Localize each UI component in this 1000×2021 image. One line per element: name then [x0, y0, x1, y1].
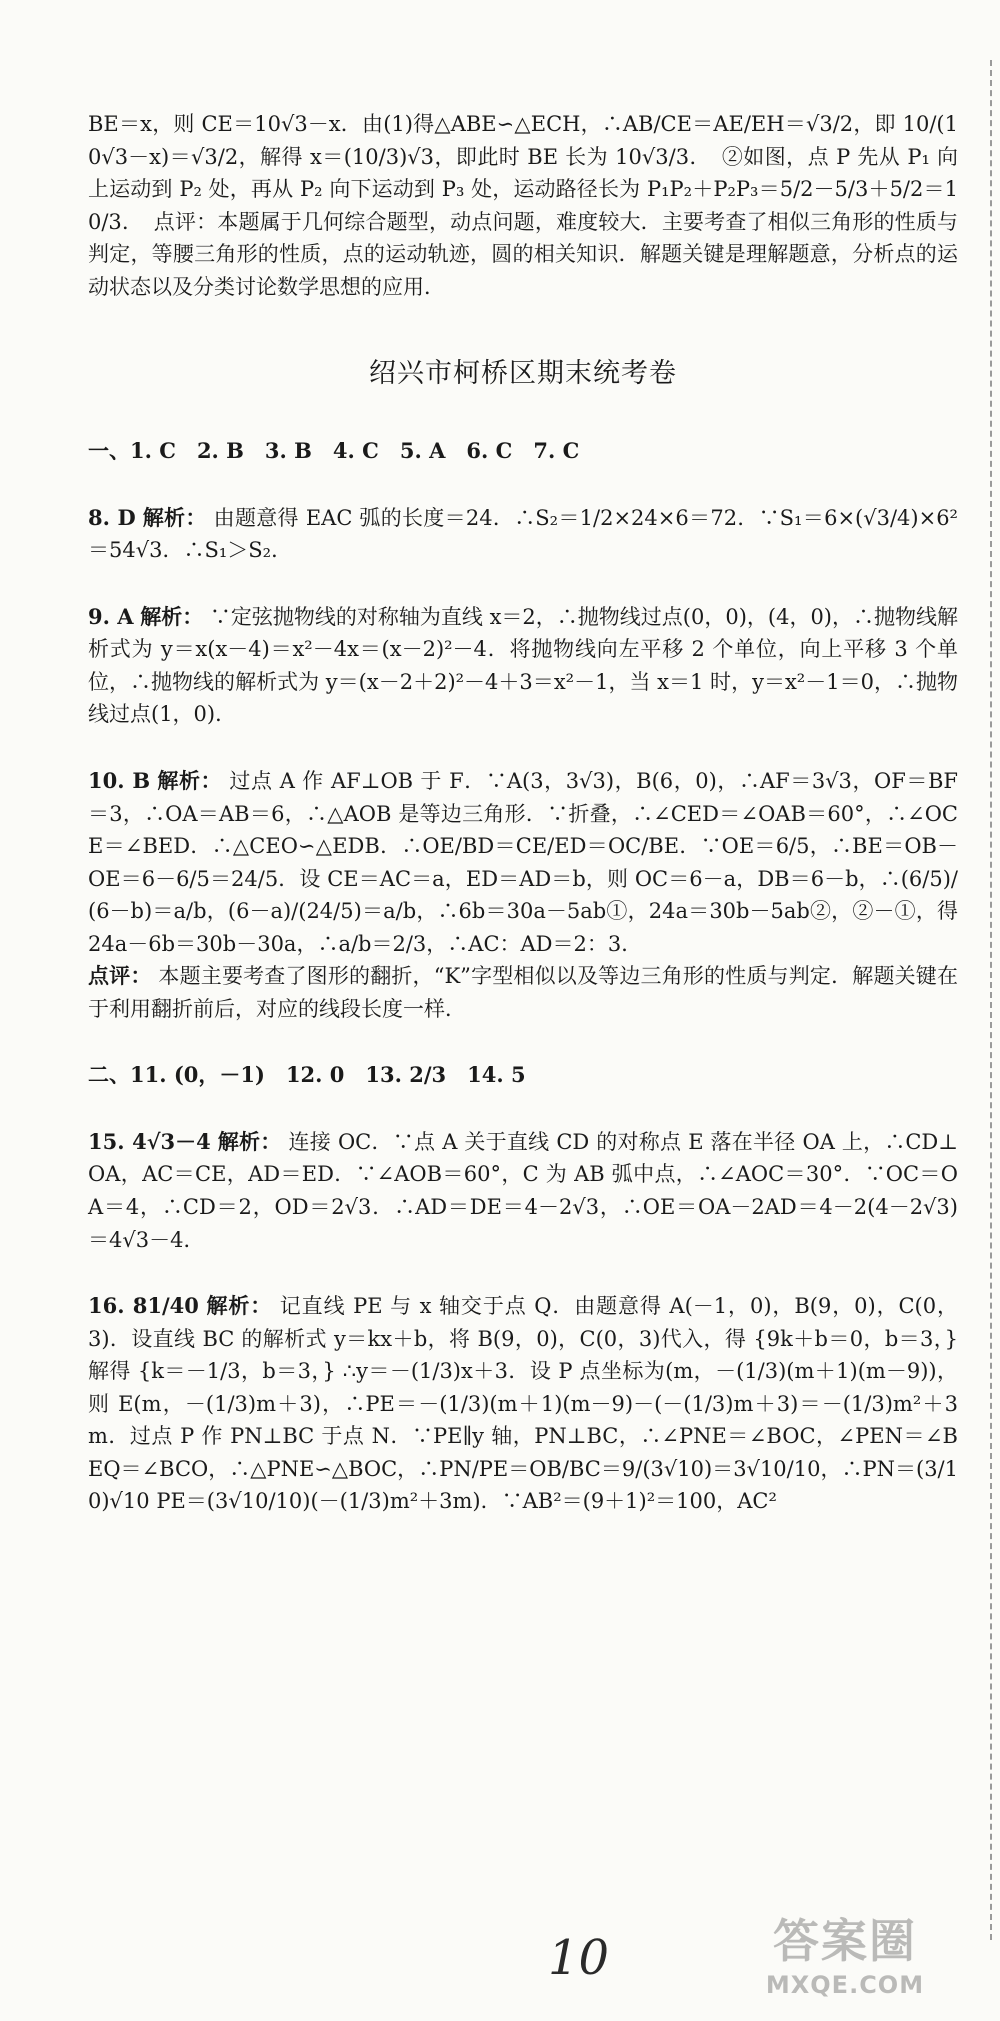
- question-9: [88, 601, 958, 731]
- answer-content: [88, 108, 958, 1552]
- watermark-logo-text: 答案圈: [773, 1914, 917, 1968]
- binding-edge-dashed-line: [990, 60, 992, 1940]
- question-8-text: 由题意得 EAC 弧的长度＝24．∴S₂＝1/2×24×6＝72．∵S₁＝6×(√3/4)×6²＝54√3．∴S₁＞S₂．: [88, 505, 958, 563]
- watermark-url: MXQE.COM: [765, 1971, 925, 1999]
- question-16-tag: 解析：: [206, 1293, 273, 1319]
- fill-answers-11-14: 二、11. (0，－1) 12. 0 13. 2/3 14. 5: [88, 1062, 526, 1088]
- question-16-number: 16. 81/40: [88, 1293, 199, 1319]
- question-8-number: 8. D: [88, 504, 136, 530]
- question-8: [88, 502, 958, 567]
- question-15: [88, 1126, 958, 1256]
- question-16: [88, 1290, 958, 1518]
- question-10-text: 过点 A 作 AF⊥OB 于 F．∵A(3，3√3)，B(6，0)，∴AF＝3√3，OF＝BF＝3，∴OA＝AB＝6，∴△AOB 是等边三角形．∵折叠，∴∠CED＝∠OAB＝60°，∴∠OCE＝∠BED．∴△CEO∽△EDB．∴OE/BD＝CE/ED＝OC/BE．∵OE＝6/5，∴BE＝OB－OE＝6－6/5＝24/5．设 CE＝AC＝a，ED＝AD＝b，则 OC＝6－a，DB＝6－b，∴(6/5)/(6－b)＝a/b，(6－a)/(24/5)＝a/b，∴6b＝30a－5ab①，24a＝30b－5ab②，②－①，得 24a－6b＝30b－30a，∴a/b＝2/3，∴AC：AD＝2：3．: [88, 768, 958, 956]
- question-10-tag: 解析：: [157, 767, 223, 793]
- question-15-tag: 解析：: [217, 1128, 282, 1154]
- question-15-number: 15. 4√3－4: [88, 1128, 211, 1154]
- question-10: [88, 765, 958, 1025]
- question-9-tag: 解析：: [140, 603, 204, 629]
- intro-paragraph: BE＝x，则 CE＝10√3－x．由(1)得△ABE∽△ECH，∴AB/CE＝AE/EH＝√3/2，即 10/(10√3－x)＝√3/2，解得 x＝(10/3)√3，即此时 BE 长为 10√3/3． ②如图，点 P 先从 P₁ 向上运动到 P₂ 处，再从 P₂ 向下运动到 P₃ 处，运动路径长为 P₁P₂＋P₂P₃＝5/2－5/3＋5/2＝10/3． 点评：本题属于几何综合题型，动点问题，难度较大．主要考查了相似三角形的性质与判定，等腰三角形的性质，点的运动轨迹，圆的相关知识．解题关键是理解题意，分析点的运动状态以及分类讨论数学思想的应用．: [88, 112, 958, 299]
- section-title: 绍兴市柯桥区期末统考卷: [369, 358, 677, 390]
- question-10-comment-tag: 点评：: [88, 963, 152, 989]
- handwritten-page-number: 10: [548, 1930, 610, 1986]
- site-watermark: [720, 1905, 970, 1999]
- question-16-text: 记直线 PE 与 x 轴交于点 Q．由题意得 A(－1，0)，B(9，0)，C(0，3)．设直线 BC 的解析式 y＝kx＋b，将 B(9，0)，C(0，3)代入，得 {9k＋b＝0，b＝3，} 解得 {k＝－1/3，b＝3，} ∴y＝－(1/3)x＋3．设 P 点坐标为(m，－(1/3)(m＋1)(m－9))，则 E(m，－(1/3)m＋3)，∴PE＝－(1/3)(m＋1)(m－9)－(－(1/3)m＋3)＝－(1/3)m²＋3m．过点 P 作 PN⊥BC 于点 N．∵PE∥y 轴，PN⊥BC，∴∠PNE＝∠BOC，∠PEN＝∠BEQ＝∠BCO，∴△PNE∽△BOC，∴PN/PE＝OB/BC＝9/(3√10)＝3√10/10，∴PN＝(3/10)√10 PE＝(3√10/10)(－(1/3)m²＋3m)．∵AB²＝(9＋1)²＝100，AC²: [88, 1294, 959, 1514]
- question-8-tag: 解析：: [142, 504, 207, 530]
- question-15-text: 连接 OC．∵点 A 关于直线 CD 的对称点 E 落在半径 OA 上，∴CD⊥OA，AC＝CE，AD＝ED．∵∠AOB＝60°，C 为 AB 弧中点，∴∠AOC＝30°．∵OC＝OA＝4，∴CD＝2，OD＝2√3．∴AD＝DE＝4－2√3，∴OE＝OA－2AD＝4－2(4－2√3)＝4√3－4．: [88, 1129, 959, 1252]
- question-10-comment: 本题主要考查了图形的翻折，“K”字型相似以及等边三角形的性质与判定．解题关键在于利用翻折前后，对应的线段长度一样．: [88, 964, 958, 1021]
- question-9-number: 9. A: [88, 603, 134, 629]
- choice-answers-1-7: 一、1. C 2. B 3. B 4. C 5. A 6. C 7. C: [88, 438, 580, 464]
- question-10-number: 10. B: [88, 767, 151, 793]
- question-9-text: ∵定弦抛物线的对称轴为直线 x＝2，∴抛物线过点(0，0)，(4，0)，∴抛物线解析式为 y＝x(x－4)＝x²－4x＝(x－2)²－4．将抛物线向左平移 2 个单位，向上平移 3 个单位，∴抛物线的解析式为 y＝(x－2＋2)²－4＋3＝x²－1，当 x＝1 时，y＝x²－1＝0，∴抛物线过点(1，0)．: [88, 604, 958, 727]
